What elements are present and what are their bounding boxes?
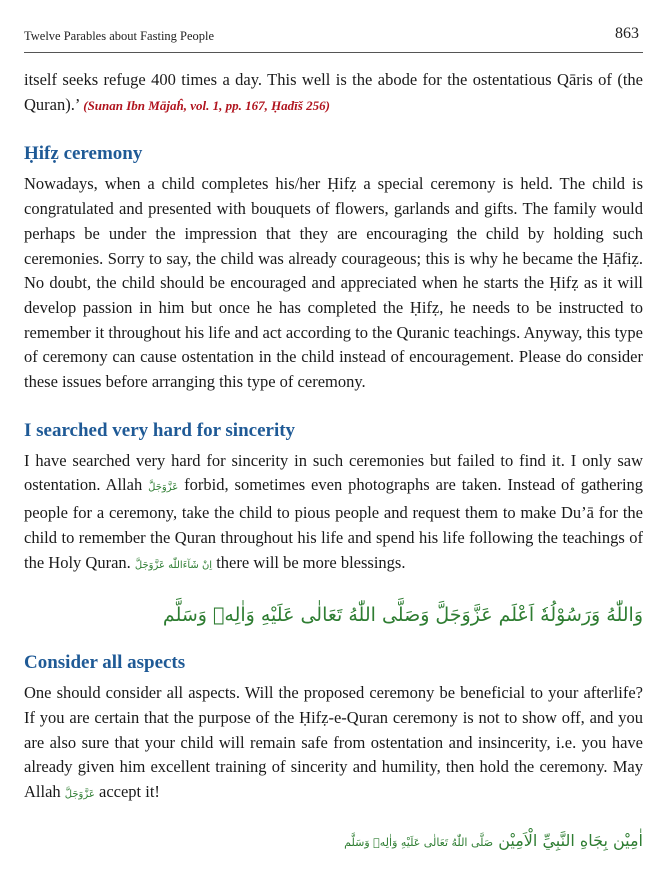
intro-text: itself seeks refuge 400 times a day. This well is the abode for the ostentatious Qāris of (the Quran).’ [24, 70, 643, 114]
section-paragraph-hifz: Nowadays, when a child completes his/her Ḥifẓ a special ceremony is held. The child is congratulated and presented with bouquets of flowers, garlands and gifts. The family would perhaps be under the impression that they are encouraging the child by holding such ceremonies. Sorry to say, the child was already courageous; this is why he became the Ḥāfiẓ. No doubt, the child should be encouraged and appreciated when he starts the Ḥifẓ as it will develop passion in him but once he has completed the Ḥifẓ, he needs to be instructed to remember it throughout his life and act according to the Quranic teachings. Anyway, this type of ceremony can cause ostentation in the child instead of encouragement. Please do consider these issues before arranging this type of ceremony. [24, 174, 643, 392]
honorific-insha-allah: اِنْ شَآءَاللّٰه عَزَّوَجَلَّ [134, 559, 213, 571]
hadith-reference: (Sunan Ibn Mājaĥ, vol. 1, pp. 167, Ḥadīš 256) [83, 97, 330, 113]
header-divider [24, 52, 643, 53]
section-heading-sincerity: I searched very hard for sincerity [24, 419, 296, 441]
section-heading-aspects: Consider all aspects [24, 652, 186, 674]
sincerity-text-3: there will be more blessings. [216, 552, 406, 572]
honorific-azza-wa-jal: عَزَّوَجَلَّ [148, 482, 179, 494]
salutation-text: صَلَّى اللّٰهُ تَعَالٰى عَلَيْهِ وَاٰلِهٖ وَسَلَّم [344, 835, 494, 849]
running-title: Twelve Parables about Fasting People [24, 29, 215, 43]
ameen-text: اٰمِيْن بِجَاهِ النَّبِيِّ الْاَمِيْن [498, 830, 643, 850]
section-paragraph-sincerity [24, 449, 643, 579]
page-body [24, 68, 643, 858]
honorific-azza-wa-jal-2: عَزَّوَجَلَّ [64, 789, 95, 801]
section-heading-hifz: Ḥifẓ ceremony [24, 143, 143, 165]
intro-paragraph [24, 68, 643, 118]
arabic-ameen-line [24, 826, 643, 858]
aspects-text-2: accept it! [99, 782, 160, 802]
arabic-closing-line: وَاللّٰهُ وَرَسُوْلُهٗ اَعْلَم عَزَّوَجَلَّ وَصَلَّى اللّٰهُ تَعَالٰى عَلَيْهِ وَاٰلِهٖ وَسَلَّم [162, 604, 643, 627]
sincerity-text-1: I have searched very hard for sincerity in such ceremonies but failed to find it. I only saw ostentation. Allah [24, 450, 643, 495]
page-header [24, 22, 643, 52]
aspects-text-1: One should consider all aspects. Will the proposed ceremony be beneficial to your afterlife? If you are certain that the purpose of the Ḥifẓ-e-Quran ceremony is not to show off, and you are also sure that your child will remain safe from ostentation and insincerity, i.e. you have already given him excellent training of sincerity and humility, then hold the ceremony. May Allah [24, 683, 643, 802]
section-paragraph-aspects [24, 681, 643, 808]
sincerity-text-2: forbid, sometimes even photographs are taken. Instead of gathering people for a ceremony, take the child to pious people and request them to make Du’ā for the child to remember the Quran throughout his life and spend his life following the teachings of the Holy Quran. [24, 475, 644, 572]
page-number: 863 [615, 25, 639, 42]
